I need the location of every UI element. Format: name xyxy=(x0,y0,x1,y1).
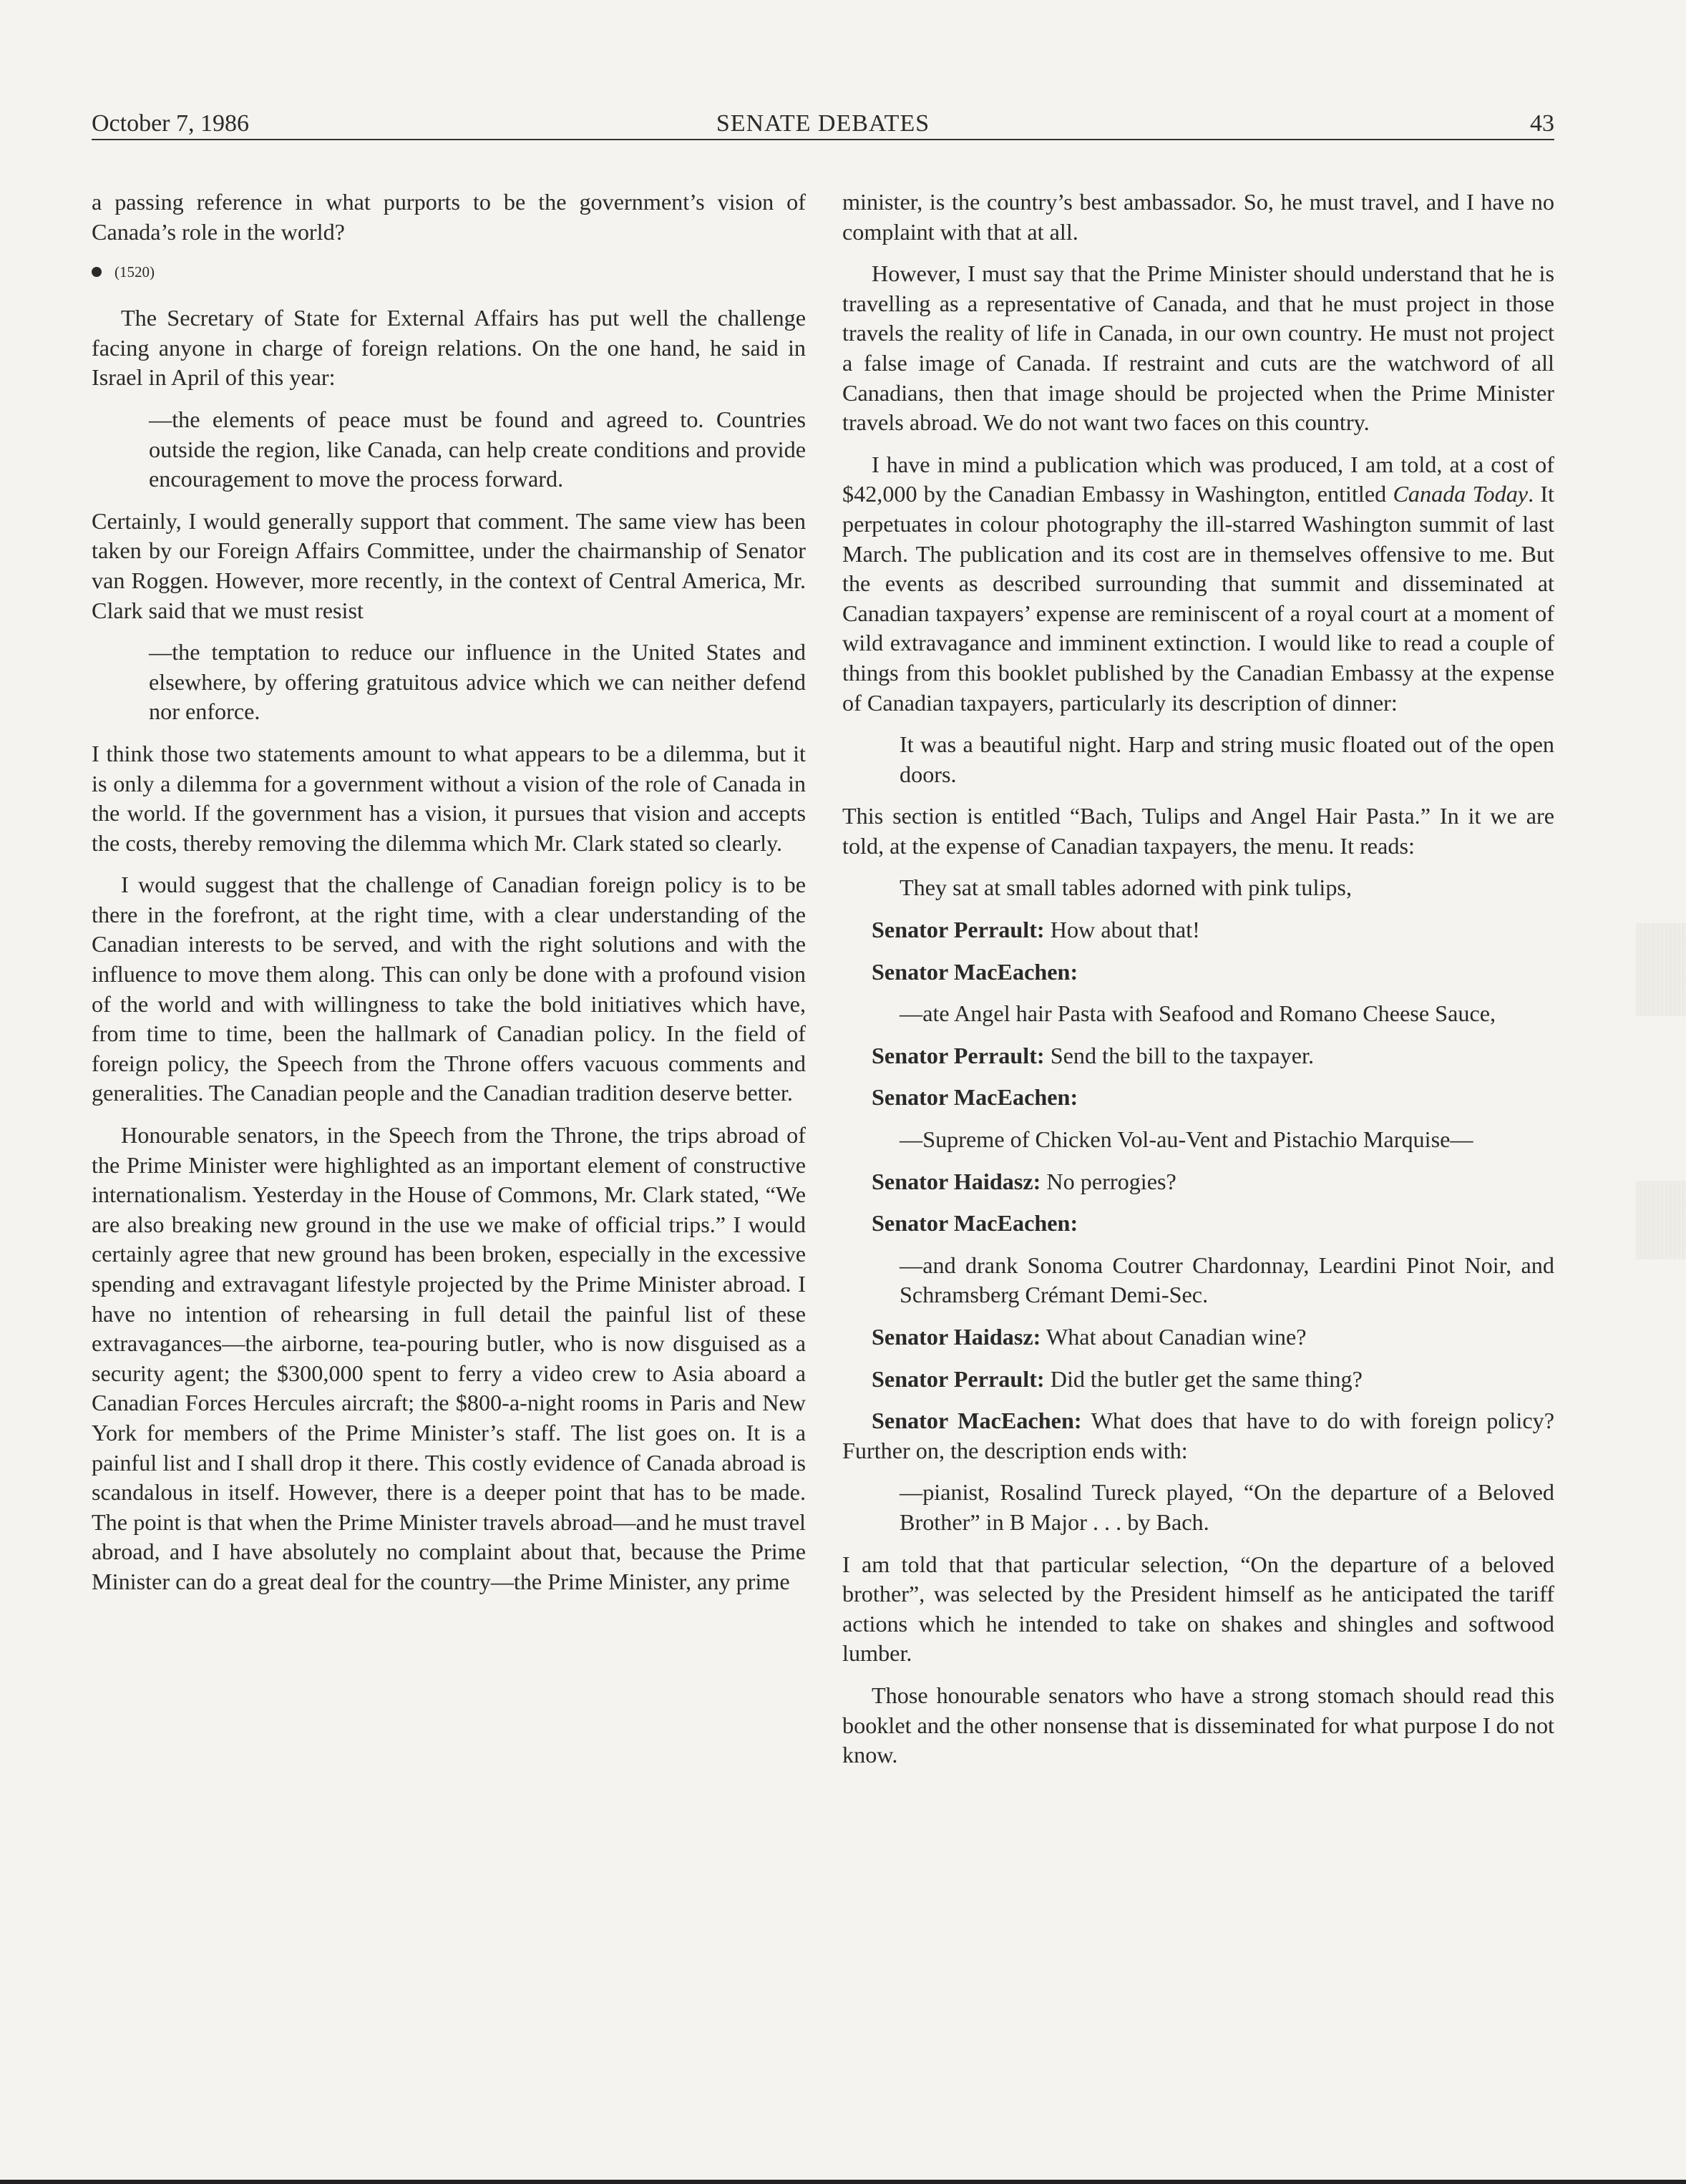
time-marker-text: (1520) xyxy=(114,263,155,281)
block-quote: It was a beautiful night. Harp and string music floated out of the open doors. xyxy=(900,731,1554,787)
speaker-line xyxy=(842,957,1554,988)
paragraph: I am told that that particular selection, “On the departure of a beloved brother”, was selected by the President himself as he anticipated the tariff actions which he intended to take on shakes and shingles and softwood lumber. xyxy=(842,1551,1554,1667)
scan-bleed-mark xyxy=(1636,923,1686,1016)
block-quote: —pianist, Rosalind Tureck played, “On the departure of a Beloved Brother” in B Major . . . by Bach. xyxy=(900,1479,1554,1535)
left-column xyxy=(92,187,806,1609)
paragraph: a passing reference in what purports to be the government’s vision of Canada’s role in the world? xyxy=(92,189,806,245)
paragraph-text: . It perpetuates in colour photography the ill-starred Washington summit of last March. The publication and its cost are in themselves offensive to me. But the events as described surrounding that summit and disseminated at Canadian taxpayers’ expense are reminiscent of a royal court at a moment of wild extravagance and imminent extinction. I would like to read a couple of things from this booklet published by the Canadian Embassy at the expense of Canadian taxpayers, particularly its description of dinner: xyxy=(842,481,1554,716)
speaker-text: Did the butler get the same thing? xyxy=(1044,1365,1363,1392)
speaker-line xyxy=(842,915,1554,945)
block-quote: They sat at small tables adorned with pink tulips, xyxy=(900,874,1353,901)
paragraph: Honourable senators, in the Speech from the Throne, the trips abroad of the Prime Minister were highlighted as an important element of constructive internationalism. Yesterday in the House of Commons, Mr. Clark stated, “We are also breaking new ground in the use we make of official trips.” I would certainly agree that new ground has been broken, especially in the excessive spending and extravagant lifestyle projected by the Prime Minister abroad. I have no intention of rehearsing in full detail the painful list of these extravagances—the airborne, tea-pouring butler, who is now disguised as a security agent; the $300,000 spent to ferry a video crew to Asia aboard a Canadian Forces Hercules aircraft; the $800-a-night rooms in Paris and New York for members of the Prime Minister’s staff. The list goes on. It is a painful list and I shall drop it there. This costly evidence of Canada abroad is scandalous in itself. However, there is a deeper point that has to be made. The point is that when the Prime Minister travels abroad—and he must travel abroad, and I have absolutely no complaint about that, because the Prime Minister can do a great deal for the country—the Prime Minister, any prime xyxy=(92,1122,806,1594)
paragraph: The Secretary of State for External Affairs has put well the challenge facing anyone in charge of foreign relations. On the one hand, he said in Israel in April of this year: xyxy=(92,305,806,391)
paragraph: This section is entitled “Bach, Tulips and Angel Hair Pasta.” In it we are told, at the expense of Canadian taxpayers, the menu. It reads: xyxy=(842,803,1554,859)
paragraph: I would suggest that the challenge of Canadian foreign policy is to be there in the forefront, at the right time, with a clear understanding of the Canadian interests to be served, and with the right solutions and with the influence to move them along. This can only be done with a profound vision of the world and with willingness to take the bold initiatives which have, from time to time, been the hallmark of Canadian policy. In the field of foreign policy, the Speech from the Throne offers vacuous comments and generalities. The Canadian people and the Canadian tradition deserve better. xyxy=(92,872,806,1106)
speaker-line xyxy=(842,1083,1554,1113)
speaker-line xyxy=(842,1365,1554,1395)
speaker-line xyxy=(842,1322,1554,1352)
paragraph-text: I have in mind a publication which was produced, I am told, at a cost of $42,000 by the Canadian Embassy in Washington, entitled xyxy=(842,451,1554,507)
speaker-name: Senator MacEachen: xyxy=(872,1408,1082,1434)
speaker-line xyxy=(842,1041,1554,1071)
speaker-text: How about that! xyxy=(1044,917,1200,943)
speaker-name: Senator Haidasz: xyxy=(872,1324,1041,1350)
block-quote: —Supreme of Chicken Vol-au-Vent and Pistachio Marquise— xyxy=(900,1126,1473,1153)
speaker-name: Senator Perrault: xyxy=(872,1365,1045,1392)
speaker-text: What does that have to do with foreign policy? Further on, the description ends with: xyxy=(842,1408,1554,1463)
block-quote: —and drank Sonoma Coutrer Chardonnay, Leardini Pinot Noir, and Schramsberg Crémant Demi-Sec. xyxy=(900,1252,1554,1308)
time-marker xyxy=(92,259,806,285)
publication-title: Canada Today xyxy=(1393,481,1529,507)
page-header xyxy=(92,107,1554,140)
paragraph: Those honourable senators who have a strong stomach should read this booklet and the other nonsense that is disseminated for what purpose I do not know. xyxy=(842,1682,1554,1768)
paragraph: I think those two statements amount to what appears to be a dilemma, but it is only a dilemma for a government without a vision of the role of Canada in the world. If the government has a vision, it pursues that vision and accepts the costs, thereby removing the dilemma which Mr. Clark stated so clearly. xyxy=(92,740,806,856)
scan-edge xyxy=(0,2180,1686,2184)
page-number: 43 xyxy=(1530,110,1554,137)
block-quote: —the temptation to reduce our influence in the United States and elsewhere, by offering gratuitous advice which we can neither defend nor enforce. xyxy=(149,639,806,725)
speaker-text: No perrogies? xyxy=(1041,1168,1176,1194)
speaker-name: Senator Perrault: xyxy=(872,1042,1045,1068)
speaker-line xyxy=(842,1209,1554,1239)
paragraph xyxy=(842,450,1554,718)
speaker-name: Senator Haidasz: xyxy=(872,1168,1041,1194)
block-quote: —the elements of peace must be found and agreed to. Countries outside the region, like Canada, can help create conditions and provide encouragement to move the process forward. xyxy=(149,406,806,492)
speaker-text: What about Canadian wine? xyxy=(1041,1324,1307,1350)
paragraph: minister, is the country’s best ambassador. So, he must travel, and I have no complaint with that at all. xyxy=(842,189,1554,245)
right-column xyxy=(842,187,1554,1783)
scan-bleed-mark xyxy=(1636,1181,1686,1259)
block-quote: —ate Angel hair Pasta with Seafood and Romano Cheese Sauce, xyxy=(900,1000,1496,1027)
speaker-line xyxy=(842,1167,1554,1197)
speaker-text: Send the bill to the taxpayer. xyxy=(1044,1042,1314,1068)
header-date: October 7, 1986 xyxy=(92,110,250,137)
bullet-icon xyxy=(92,267,102,277)
header-title: SENATE DEBATES xyxy=(716,110,930,137)
paragraph: Certainly, I would generally support that comment. The same view has been taken by our Foreign Affairs Committee, under the chairmanship of Senator van Roggen. However, more recently, in the context of Central America, Mr. Clark said that we must resist xyxy=(92,507,806,623)
header-rule xyxy=(92,139,1554,140)
speaker-name: Senator Perrault: xyxy=(872,917,1045,943)
speaker-name: Senator MacEachen: xyxy=(872,958,1078,985)
speaker-name: Senator MacEachen: xyxy=(872,1210,1078,1237)
speaker-line xyxy=(842,1406,1554,1466)
paragraph: However, I must say that the Prime Minister should understand that he is travelling as a representative of Canada, and that he must project in those travels the reality of life in Canada, in our own country. He must not project a false image of Canada. If restraint and cuts are the watchword of all Canadians, then that image should be projected when the Prime Minister travels abroad. We do not want two faces on this country. xyxy=(842,260,1554,436)
speaker-name: Senator MacEachen: xyxy=(872,1084,1078,1111)
